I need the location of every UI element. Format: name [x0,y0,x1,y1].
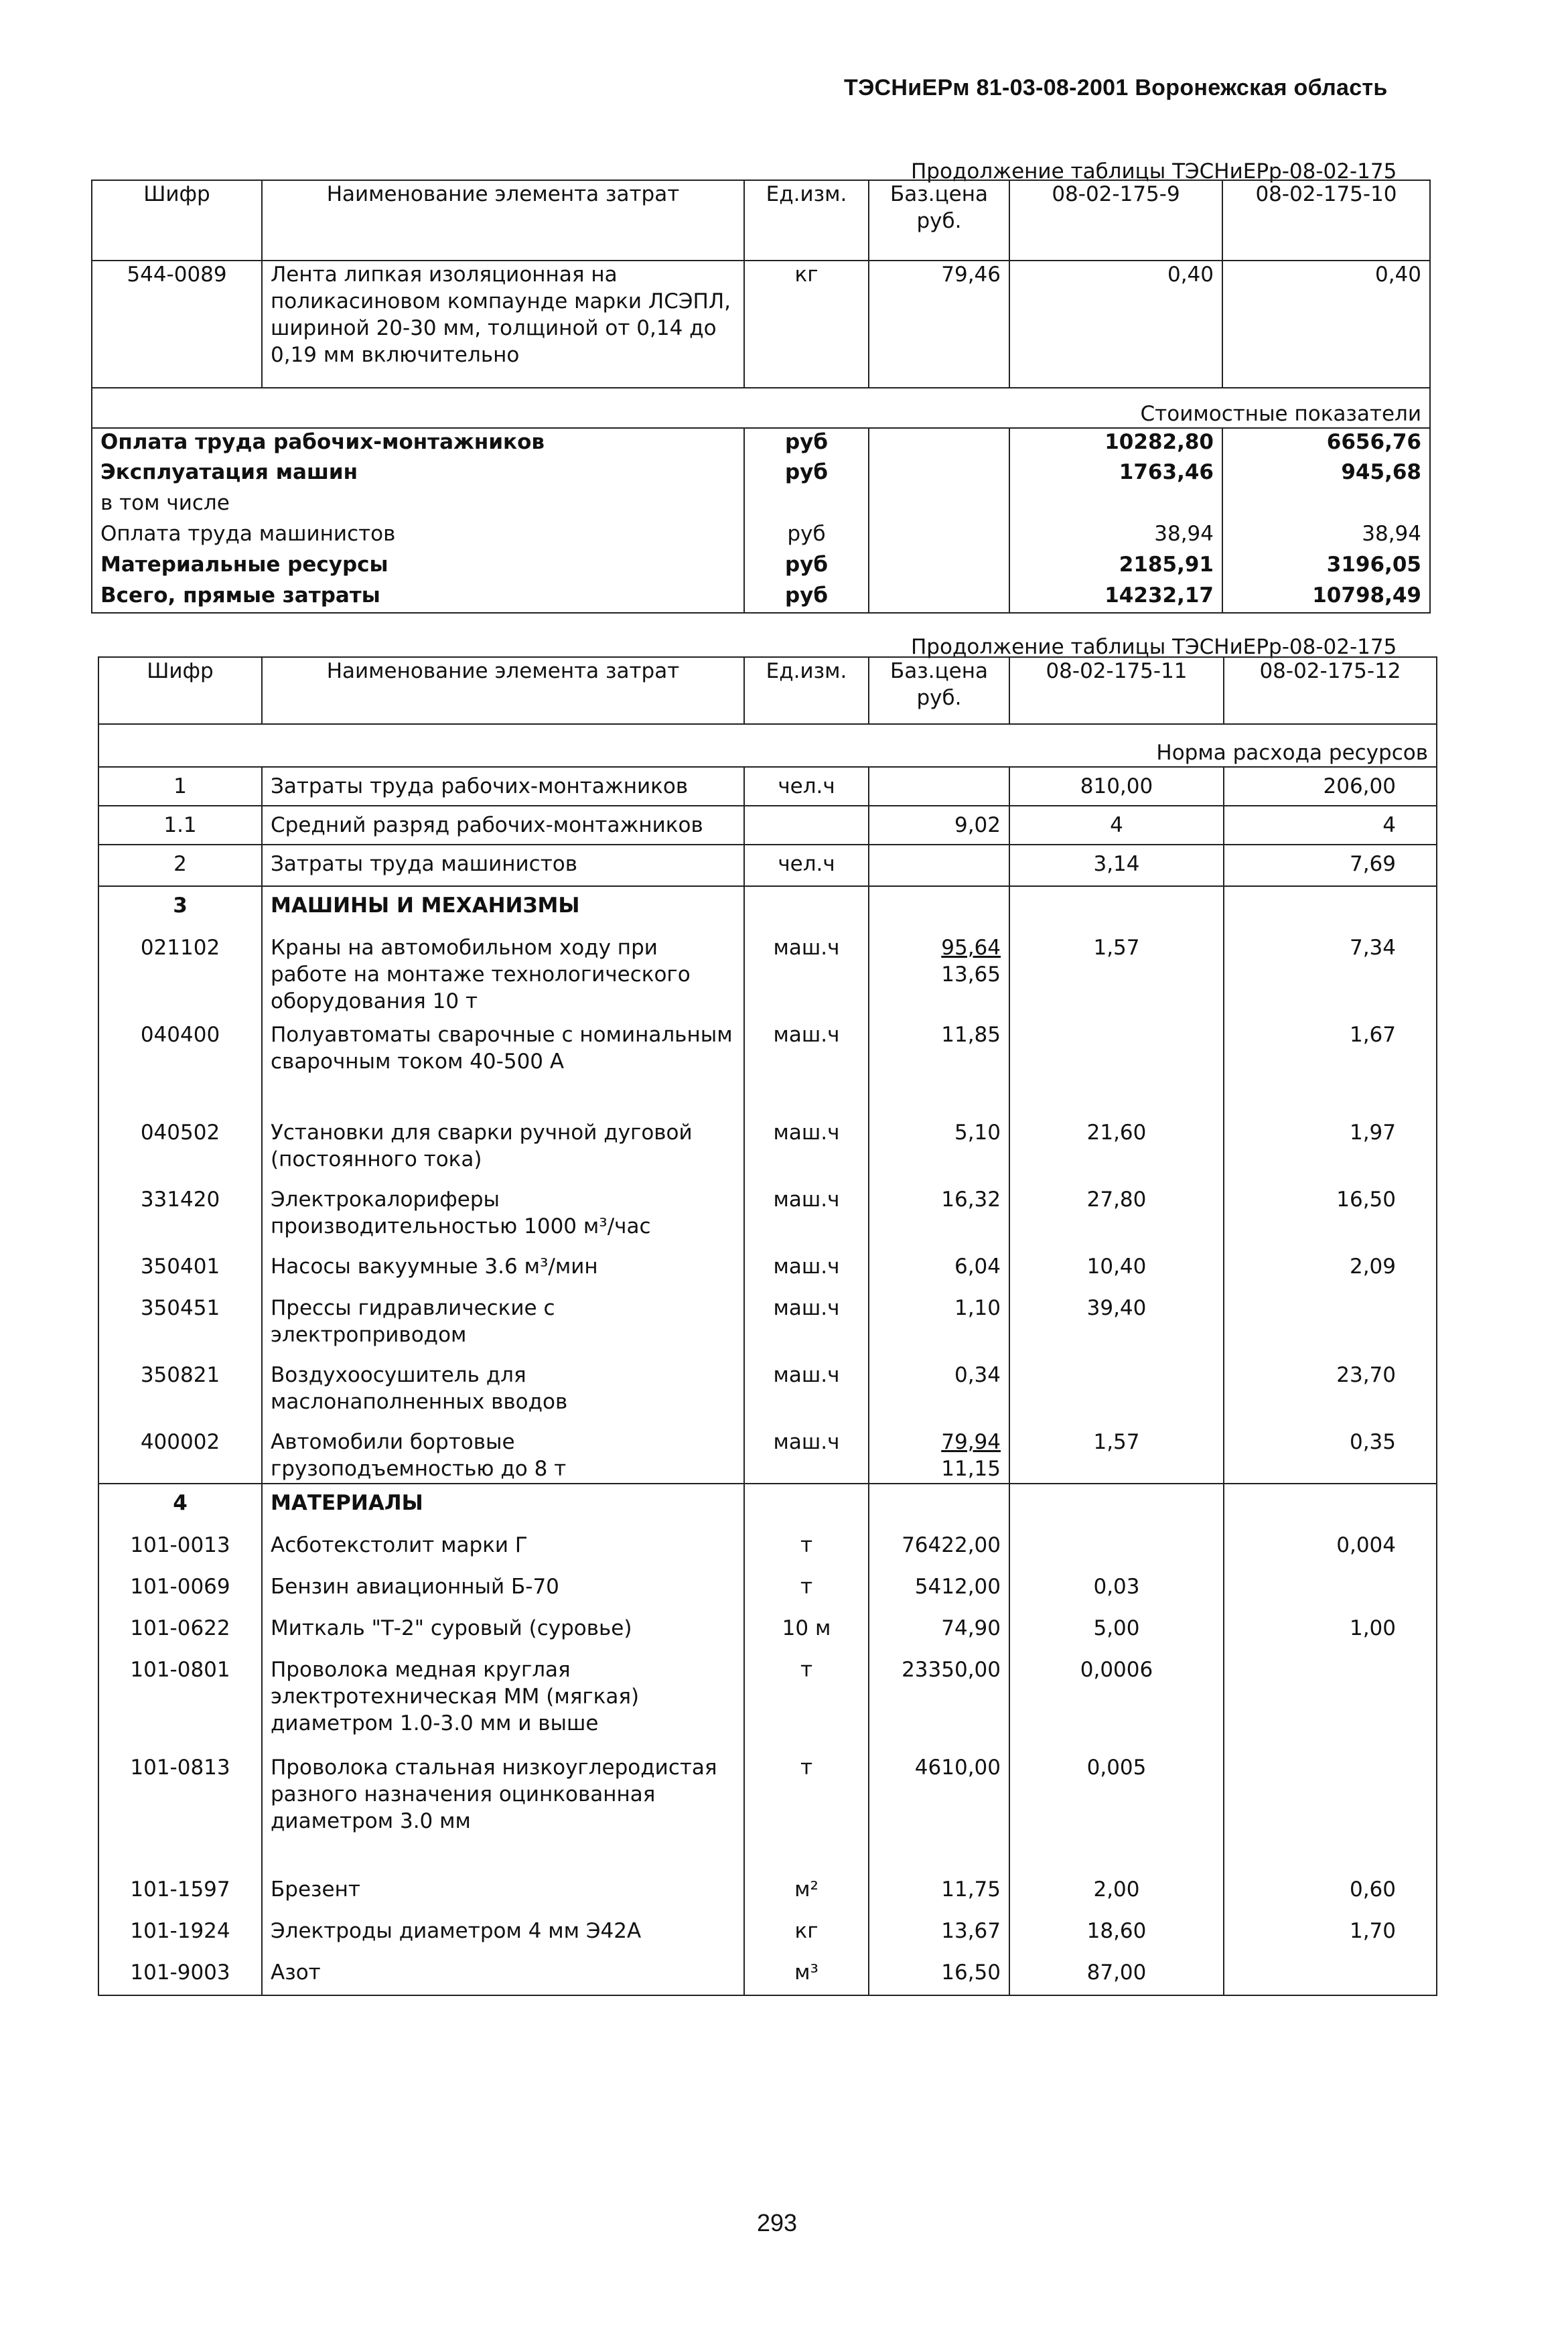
table2-header-cell: Ед.изм. [744,657,869,724]
table2-row [98,1651,1437,1749]
table1-cost-c1 [1009,490,1222,520]
table2-cell-unit: маш.ч [744,1356,869,1423]
table2-row [98,929,1437,1016]
table2-cell-c1: 0,005 [1009,1749,1224,1871]
table2-cell-name: Проволока медная круглая электротехническая ММ (мягкая) диаметром 1.0-3.0 мм и выше [262,1651,744,1749]
table1-cost-unit [744,490,869,520]
table2-row [98,1181,1437,1248]
table2-cell-unit: маш.ч [744,1248,869,1289]
table2-cell-name: Автомобили бортовые грузоподъемностью до 8 т [262,1423,744,1484]
table2-cell-unit [744,806,869,845]
table1-cost-row [92,582,1430,613]
table2-row [98,845,1437,886]
table2-cell-c2 [1224,1484,1437,1526]
table2-cell-code: 101-1597 [98,1871,262,1912]
table2-cell-c2: 0,004 [1224,1526,1437,1568]
table2-cell-name: Затраты труда рабочих-монтажников [262,767,744,806]
table2-cell-c2: 7,34 [1224,929,1437,1016]
table2-cell-unit: чел.ч [744,767,869,806]
table1-cost-name: Эксплуатация машин [92,459,744,490]
table1-cost-price [869,490,1009,520]
table2-cell-c2: 1,97 [1224,1114,1437,1181]
table1-cost-row [92,551,1430,582]
table2-cell-name: Брезент [262,1871,744,1912]
table2-row [98,1356,1437,1423]
table2-cell-price: 11,75 [869,1871,1009,1912]
table2-cell-code: 021102 [98,929,262,1016]
table2-cell-c2: 2,09 [1224,1248,1437,1289]
table2-cell-c2 [1224,1289,1437,1356]
table1-header-cell: Наименование элемента затрат [262,180,744,261]
table2-section-label: Норма расхода ресурсов [98,724,1437,767]
table2-cell-price [869,886,1009,929]
table2-cell-unit: кг [744,1912,869,1954]
table1-cell-unit: кг [744,261,869,388]
table1-header-cell: Шифр [92,180,262,261]
table2-cell-name: Электроды диаметром 4 мм Э42А [262,1912,744,1954]
table2-cell-name: Затраты труда машинистов [262,845,744,886]
table2-cell-price: 23350,00 [869,1651,1009,1749]
table2-cell-name: Воздухоосушитель для маслонаполненных вводов [262,1356,744,1423]
table2-row [98,1248,1437,1289]
table2-cell-c2: 0,60 [1224,1871,1437,1912]
table2-price-main: 79,94 [941,1430,1001,1454]
table2-cell-name: Насосы вакуумные 3.6 м³/мин [262,1248,744,1289]
table2-cell-price: 0,34 [869,1356,1009,1423]
table2-cell-c1: 0,0006 [1009,1651,1224,1749]
table2-cell-c2: 1,67 [1224,1016,1437,1114]
table2-cell-code: 350821 [98,1356,262,1423]
table2-cell-name: Миткаль "Т-2" суровый (суровье) [262,1610,744,1651]
table2-header-cell: Шифр [98,657,262,724]
table2-cell-c1 [1009,1484,1224,1526]
table2-cell-code: 3 [98,886,262,929]
table1-cost-c1: 14232,17 [1009,582,1222,613]
table2-cell-code: 101-1924 [98,1912,262,1954]
table2-cell-code: 1.1 [98,806,262,845]
table2-cell-unit: 10 м [744,1610,869,1651]
table2-cell-c2 [1224,1651,1437,1749]
table2-row [98,806,1437,845]
table1-cost-c1: 2185,91 [1009,551,1222,582]
table2-cell-c1: 2,00 [1009,1871,1224,1912]
table1-caption: Продолжение таблицы ТЭСНиЕРр-08-02-175 [911,159,1397,184]
table2-cell-name: Установки для сварки ручной дуговой (постоянного тока) [262,1114,744,1181]
table1-cell-name: Лента липкая изоляционная на поликасиновом компаунде марки ЛСЭПЛ, шириной 20-30 мм, толщиной от 0,14 до 0,19 мм включительно [262,261,744,388]
table1-cost-c1: 1763,46 [1009,459,1222,490]
table1-row [92,261,1430,388]
table1-cost-c2 [1222,490,1430,520]
table2-cell-price: 11,85 [869,1016,1009,1114]
table2-cell-c1: 1,57 [1009,1423,1224,1484]
table2-row [98,1871,1437,1912]
table1-cost-c1: 38,94 [1009,520,1222,551]
table2-cell-unit [744,1484,869,1526]
table2-cell-unit: маш.ч [744,1016,869,1114]
table2-price-main: 95,64 [941,936,1001,960]
table1-cost-row [92,490,1430,520]
table2-cell-code: 1 [98,767,262,806]
table2-cell-price: 74,90 [869,1610,1009,1651]
table2-cell-c1: 0,03 [1009,1568,1224,1610]
table1-cost-price [869,459,1009,490]
table2-cell-unit: т [744,1526,869,1568]
table2-cell-unit: т [744,1568,869,1610]
table1-cost-name: Материальные ресурсы [92,551,744,582]
table2-cell-name: Прессы гидравлические с электроприводом [262,1289,744,1356]
table2-cell-c1 [1009,886,1224,929]
table2-row [98,1749,1437,1871]
document-header: ТЭСНиЕРм 81-03-08-2001 Воронежская область [844,75,1388,100]
table2-cell-name: Проволока стальная низкоуглеродистая разного назначения оцинкованная диаметром 3.0 мм [262,1749,744,1871]
table1-header-cell: Баз.цена руб. [869,180,1009,261]
table2-header-cell: 08-02-175-11 [1009,657,1224,724]
table2-cell-price: 16,32 [869,1181,1009,1248]
table1-cost-unit: руб [744,428,869,459]
table1-cost-unit: руб [744,582,869,613]
table2-cell-c2: 1,00 [1224,1610,1437,1651]
table1-cost-row [92,428,1430,459]
table2-cell-code: 350451 [98,1289,262,1356]
table2-cell-c2: 7,69 [1224,845,1437,886]
table2-cell-c1: 1,57 [1009,929,1224,1016]
table1 [91,180,1431,614]
table2-cell-c1: 5,00 [1009,1610,1224,1651]
table2-cell-c1: 87,00 [1009,1954,1224,1995]
table1-cost-c2: 3196,05 [1222,551,1430,582]
table2-cell-code: 101-0622 [98,1610,262,1651]
table2-cell-c1: 3,14 [1009,845,1224,886]
table2-header-cell: 08-02-175-12 [1224,657,1437,724]
table2-cell-code: 4 [98,1484,262,1526]
table2-cell-c2: 4 [1224,806,1437,845]
table1-cost-unit: руб [744,459,869,490]
table2-cell-unit [744,886,869,929]
table2-cell-c1: 18,60 [1009,1912,1224,1954]
table1-header-cell: Ед.изм. [744,180,869,261]
table2-cell-unit: маш.ч [744,1289,869,1356]
table2-cell-price: 1,10 [869,1289,1009,1356]
table2-cell-name: Электрокалориферы производительностью 1000 м³/час [262,1181,744,1248]
table2-row [98,1114,1437,1181]
table2-cell-c2: 23,70 [1224,1356,1437,1423]
table2-cell-c1: 39,40 [1009,1289,1224,1356]
table2-cell-code: 101-0013 [98,1526,262,1568]
table1-cost-c1: 10282,80 [1009,428,1222,459]
table2-row [98,1568,1437,1610]
table2-cell-name: Бензин авиационный Б-70 [262,1568,744,1610]
table2-cell-unit: маш.ч [744,1114,869,1181]
table2-header-cell: Наименование элемента затрат [262,657,744,724]
table2-cell-unit: маш.ч [744,929,869,1016]
table2-cell-code: 350401 [98,1248,262,1289]
table2-cell-price [869,1423,1009,1484]
table1-section-label: Стоимостные показатели [92,388,1430,428]
table2-row [98,886,1437,929]
table2-cell-c1 [1009,1526,1224,1568]
table2-cell-c2: 0,35 [1224,1423,1437,1484]
table2-cell-price: 4610,00 [869,1749,1009,1871]
table2-cell-name: Асботекстолит марки Г [262,1526,744,1568]
table2-cell-code: 040400 [98,1016,262,1114]
table2-cell-c1 [1009,1016,1224,1114]
table2-cell-code: 101-0813 [98,1749,262,1871]
table2-cell-price: 5,10 [869,1114,1009,1181]
table2-cell-price [869,1484,1009,1526]
table1-cost-c2: 38,94 [1222,520,1430,551]
table2-cell-code: 2 [98,845,262,886]
table2-cell-c2 [1224,1568,1437,1610]
table2 [98,656,1437,1996]
table2-cell-price: 6,04 [869,1248,1009,1289]
table1-cost-unit: руб [744,520,869,551]
table1-cell-price: 79,46 [869,261,1009,388]
table1-section-row [92,388,1430,428]
table1-cost-price [869,520,1009,551]
table2-cell-c1: 21,60 [1009,1114,1224,1181]
table1-cost-name: Оплата труда рабочих-монтажников [92,428,744,459]
table2-cell-price [869,767,1009,806]
table1-cost-row [92,520,1430,551]
table2-cell-unit: чел.ч [744,845,869,886]
table2-price-secondary: 11,15 [941,1457,1001,1481]
table2-cell-c2 [1224,1749,1437,1871]
table1-cost-name: в том числе [92,490,744,520]
table1-cost-name: Оплата труда машинистов [92,520,744,551]
table2-cell-name: Полуавтоматы сварочные с номинальным сварочным током 40-500 А [262,1016,744,1114]
table2-header-cell: Баз.цена руб. [869,657,1009,724]
table1-cost-price [869,582,1009,613]
table2-cell-name: Азот [262,1954,744,1995]
table1-cost-c2: 10798,49 [1222,582,1430,613]
table2-cell-c1: 27,80 [1009,1181,1224,1248]
table2-cell-code: 331420 [98,1181,262,1248]
table2-cell-code: 101-9003 [98,1954,262,1995]
table2-cell-c1: 4 [1009,806,1224,845]
table2-cell-c2: 206,00 [1224,767,1437,806]
table2-cell-unit: маш.ч [744,1423,869,1484]
table2-cell-c2 [1224,886,1437,929]
table1-cell-c1: 0,40 [1009,261,1222,388]
table1-cost-price [869,551,1009,582]
table2-cell-price: 9,02 [869,806,1009,845]
table2-cell-c1: 10,40 [1009,1248,1224,1289]
table2-row [98,1289,1437,1356]
table2-caption: Продолжение таблицы ТЭСНиЕРр-08-02-175 [911,635,1397,659]
table2-row [98,1016,1437,1114]
table2-row [98,1610,1437,1651]
table1-cell-code: 544-0089 [92,261,262,388]
table1-cost-name: Всего, прямые затраты [92,582,744,613]
table2-cell-unit: м² [744,1871,869,1912]
table1-header-cell: 08-02-175-10 [1222,180,1430,261]
table2-row [98,1954,1437,1995]
table2-cell-price: 16,50 [869,1954,1009,1995]
table2-cell-unit: т [744,1651,869,1749]
table2-row [98,767,1437,806]
table1-cost-unit: руб [744,551,869,582]
table2-cell-c2 [1224,1954,1437,1995]
table2-cell-c1: 810,00 [1009,767,1224,806]
table2-cell-unit: т [744,1749,869,1871]
table2-cell-unit: м³ [744,1954,869,1995]
table2-cell-price [869,929,1009,1016]
table2-cell-code: 101-0069 [98,1568,262,1610]
table2-price-secondary: 13,65 [941,963,1001,987]
table2-cell-name: Краны на автомобильном ходу при работе на монтаже технологического оборудования 10 т [262,929,744,1016]
table1-cost-price [869,428,1009,459]
table2-cell-unit: маш.ч [744,1181,869,1248]
table2-cell-price [869,845,1009,886]
table1-cost-row [92,459,1430,490]
table2-cell-code: 101-0801 [98,1651,262,1749]
table2-cell-name: Средний разряд рабочих-монтажников [262,806,744,845]
table2-cell-c2: 16,50 [1224,1181,1437,1248]
table1-header-cell: 08-02-175-9 [1009,180,1222,261]
table2-cell-code: 400002 [98,1423,262,1484]
table1-cost-c2: 945,68 [1222,459,1430,490]
table2-header-row [98,657,1437,724]
page-number: 293 [757,2209,798,2236]
table2-cell-price: 5412,00 [869,1568,1009,1610]
table1-cost-c2: 6656,76 [1222,428,1430,459]
table2-cell-c1 [1009,1356,1224,1423]
table2-cell-price: 13,67 [869,1912,1009,1954]
table2-row [98,1526,1437,1568]
table2-row [98,1423,1437,1484]
table2-row [98,1912,1437,1954]
table2-cell-name: МАШИНЫ И МЕХАНИЗМЫ [262,886,744,929]
table1-cell-c2: 0,40 [1222,261,1430,388]
table2-section-row [98,724,1437,767]
table2-cell-code: 040502 [98,1114,262,1181]
table2-cell-price: 76422,00 [869,1526,1009,1568]
table1-header-row [92,180,1430,261]
table2-row [98,1484,1437,1526]
table2-cell-name: МАТЕРИАЛЫ [262,1484,744,1526]
table2-cell-c2: 1,70 [1224,1912,1437,1954]
